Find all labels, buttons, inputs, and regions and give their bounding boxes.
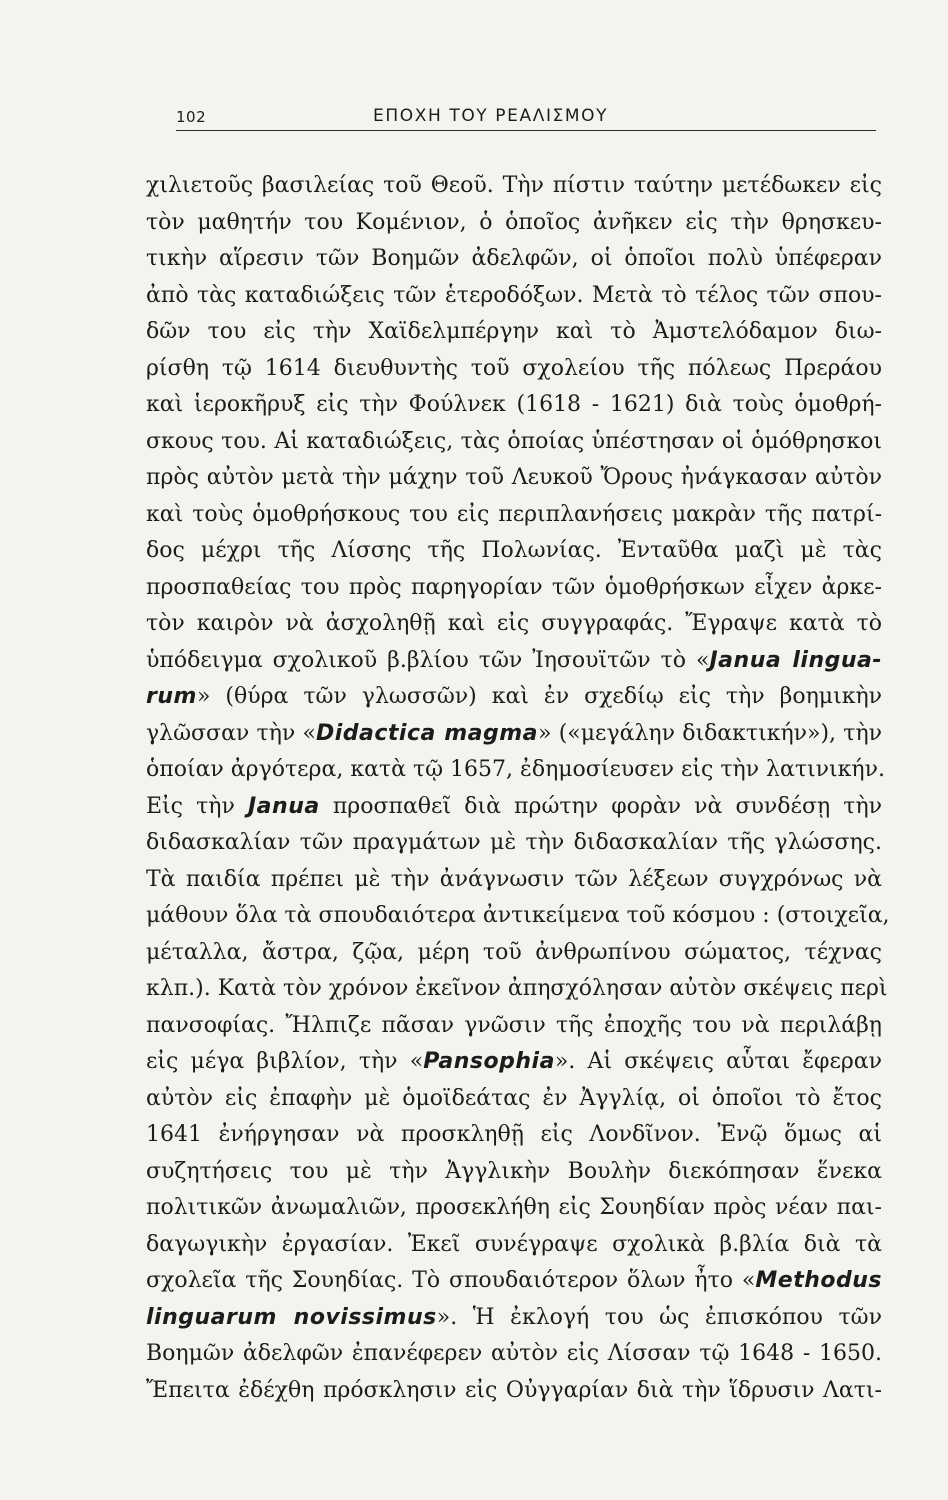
text-line [146,1008,882,1045]
text-line [146,935,882,972]
text-segment: εἰς μέγα βιβλίον, τὴν « [146,1049,424,1074]
text-segment: Τὰ παιδία πρέπει μὲ τὴν ἀνάγνωσιν τῶν λέξεων συγχρόνως νὰ [146,866,882,892]
text-segment: χιλιετοῦς βασιλείας τοῦ Θεοῦ. Τὴν πίστιν ταύτην μετέδωκεν εἰς [146,173,882,198]
text-line [146,570,882,607]
text-line [146,168,882,205]
latin-title: rum [146,684,197,709]
text-line [146,1373,882,1410]
text-line [146,1154,882,1191]
text-segment: προσπαθεῖ διὰ πρώτην φορὰν νὰ συνδέσῃ τὴν [319,793,883,819]
text-segment: Εἰς τὴν [146,793,248,819]
text-line [146,1227,882,1264]
text-line [146,314,882,351]
latin-title: Methodus [755,1268,882,1293]
text-segment: τὸν καιρὸν νὰ ἀσχοληθῇ καὶ εἰς συγγραφάς. Ἔγραψε κατὰ τὸ [146,611,882,636]
text-segment: Ἔπειτα ἐδέχθη πρόσκλησιν εἰς Οὐγγαρίαν διὰ τὴν ἵδρυσιν Λατι- [146,1377,882,1403]
text-segment: γλῶσσαν τὴν « [146,720,316,746]
text-segment: ἀπὸ τὰς καταδιώξεις τῶν ἑτεροδόξων. Μετὰ τὸ τέλος τῶν σπου- [146,282,882,308]
latin-title: linguarum novissimus [146,1304,437,1330]
text-line [146,643,882,680]
text-line [146,862,882,899]
text-line [146,1081,882,1118]
text-segment: ». Αἱ σκέψεις αὗται ἔφεραν [554,1049,883,1074]
text-line [146,1336,882,1373]
text-segment: ». Ἡ ἐκλογή του ὡς ἐπισκόπου τῶν [436,1304,882,1330]
text-line [146,971,888,1008]
text-line [146,752,885,789]
text-segment: πανσοφίας. Ἤλπιζε πᾶσαν γνῶσιν τῆς ἐποχῆς του νὰ περιλάβῃ [146,1012,882,1038]
text-line [146,679,882,716]
text-line [146,606,882,643]
text-segment: 1641 ἐνήργησαν νὰ προσκληθῇ εἰς Λονδῖνον. Ἐνῷ ὅμως αἱ [146,1122,882,1147]
running-title: ΕΠΟΧΗ ΤΟΥ ΡΕΑΛΙΣΜΟΥ [373,106,609,126]
text-segment: τὸν μαθητήν του Κομένιον, ὁ ὁποῖος ἀνῆκεν εἰς τὴν θρησκευ- [146,209,882,235]
text-line [146,460,882,497]
text-line [146,241,882,278]
body-text [146,168,890,1409]
latin-title: Janua lingua- [709,647,882,673]
text-line [146,351,882,388]
latin-title: Janua [248,793,320,819]
text-segment: συζητήσεις του μὲ τὴν Ἀγγλικὴν Βουλὴν διεκόπησαν ἕνεκα [146,1158,882,1184]
text-segment: ὑπόδειγμα σχολικοῦ β.βλίου τῶν Ἰησουϊτῶν τὸ « [146,647,710,673]
text-line [146,533,882,570]
text-segment: μέταλλα, ἄστρα, ζῷα, μέρη τοῦ ἀνθρωπίνου σώματος, τέχνας [146,939,882,965]
text-line [146,205,882,242]
text-segment: καὶ ἱεροκῆρυξ εἰς τὴν Φούλνεκ (1618 - 1621) διὰ τοὺς ὁμοθρή- [146,392,882,417]
text-segment: δαγωγικὴν ἐργασίαν. Ἐκεῖ συνέγραψε σχολικὰ β.βλία διὰ τὰ [146,1231,882,1257]
text-segment: διδασκαλίαν τῶν πραγμάτων μὲ τὴν διδασκαλίαν τῆς γλώσσης. [146,830,882,855]
text-line [146,1300,882,1337]
page-number: 102 [176,108,207,126]
text-line [146,1190,882,1227]
text-line [146,825,882,862]
text-line [146,1044,882,1081]
text-segment: » («μεγάλην διδακτικήν»), τὴν [538,720,883,746]
text-segment: » (θύρα τῶν γλωσσῶν) καὶ ἐν σχεδίῳ εἰς τὴν βοημικὴν [196,684,882,709]
text-segment: Βοημῶν ἀδελφῶν ἐπανέφερεν αὐτὸν εἰς Λίσσαν τῷ 1648 - 1650. [146,1341,882,1366]
text-line [146,898,890,935]
text-line [146,424,882,461]
text-line [146,789,882,826]
text-segment: μάθουν ὅλα τὰ σπουδαιότερα ἀντικείμενα τοῦ κόσμου : (στοιχεῖα, [146,903,890,928]
text-line [146,716,882,753]
text-segment: αὐτὸν εἰς ἐπαφὴν μὲ ὁμοϊδεάτας ἐν Ἀγγλίᾳ, οἱ ὁποῖοι τὸ ἔτος [146,1085,882,1111]
text-segment: πολιτικῶν ἀνωμαλιῶν, προσεκλήθη εἰς Σουηδίαν πρὸς νέαν παι- [146,1195,882,1220]
latin-title: Didactica magma [315,720,539,746]
page-header [176,104,876,131]
text-line [146,278,882,315]
text-line [146,1117,882,1154]
text-segment: σχολεῖα τῆς Σουηδίας. Τὸ σπουδαιότερον ὅλων ἦτο « [146,1268,756,1293]
text-segment: προσπαθείας του πρὸς παρηγορίαν τῶν ὁμοθρήσκων εἶχεν ἀρκε- [146,574,882,600]
text-segment: τικὴν αἵρεσιν τῶν Βοημῶν ἀδελφῶν, οἱ ὁποῖοι πολὺ ὑπέφεραν [146,246,882,271]
text-segment: πρὸς αὐτὸν μετὰ τὴν μάχην τοῦ Λευκοῦ Ὄρους ἠνάγκασαν αὐτὸν [146,465,882,490]
text-segment: δος μέχρι τῆς Λίσσης τῆς Πολωνίας. Ἐνταῦθα μαζὶ μὲ τὰς [146,538,882,563]
text-line [146,387,882,424]
text-line [146,497,882,534]
text-segment: κλπ.). Κατὰ τὸν χρόνον ἐκεῖνον ἀπησχόλησαν αὐτὸν σκέψεις περὶ [146,976,888,1001]
text-segment: καὶ τοὺς ὁμοθρήσκους του εἰς περιπλανήσεις μακρὰν τῆς πατρί- [146,501,882,527]
text-line [146,1263,882,1300]
text-segment: δῶν του εἰς τὴν Χαϊδελμπέργην καὶ τὸ Ἀμστελόδαμον διω- [146,319,882,344]
text-segment: ρίσθη τῷ 1614 διευθυντὴς τοῦ σχολείου τῆς πόλεως Πρεράου [146,355,882,381]
text-segment: σκους του. Αἱ καταδιώξεις, τὰς ὁποίας ὑπέστησαν οἱ ὁμόθρησκοι [146,428,882,454]
latin-title: Pansophia [423,1049,555,1074]
text-segment: ὁποίαν ἀργότερα, κατὰ τῷ 1657, ἐδημοσίευσεν εἰς τὴν λατινικήν. [146,757,885,782]
